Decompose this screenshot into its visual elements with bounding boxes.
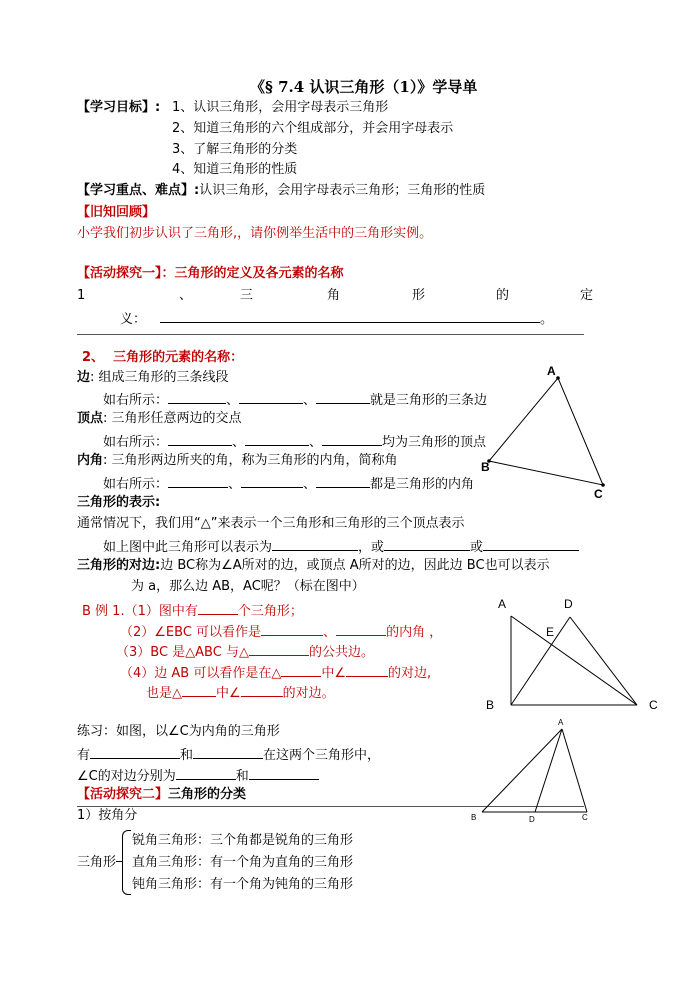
q-text: 也是△ [146, 686, 182, 701]
def-char: 1 [77, 288, 86, 303]
elements-heading-num: 2、 [82, 350, 105, 365]
page-title: 《§ 7.4 认识三角形（1）》学导单 [250, 78, 478, 96]
review-label: 【旧知回顾】 [77, 205, 156, 220]
def-char: 的 [496, 288, 510, 303]
angle-blank-2[interactable] [241, 473, 303, 488]
example-blank[interactable] [241, 682, 283, 697]
q-text: 中∠ [321, 666, 347, 681]
segment-bd [511, 617, 570, 705]
segment-ab [482, 729, 562, 812]
q-text: （2）∠EBC 可以看作是 [120, 625, 262, 640]
section-divider [77, 334, 584, 335]
by-angle-label: 1）按角分 [77, 808, 138, 823]
fill-prefix: 如上图中此三角形可以表示为 [103, 540, 273, 555]
vertex-blank-2[interactable] [245, 431, 309, 446]
practice-blank[interactable] [90, 744, 180, 759]
fill-prefix: 如右所示： [103, 435, 169, 450]
practice-blank[interactable] [176, 765, 236, 780]
opposite-line [77, 557, 550, 575]
segment-ac [562, 729, 587, 812]
representation-fill-line [103, 536, 579, 557]
objective-item: 1、认识三角形，会用字母表示三角形 [172, 100, 389, 115]
activity2-heading [77, 786, 246, 804]
vertex-label: 顶点 [77, 411, 104, 426]
example-blank[interactable] [261, 621, 323, 636]
keypoints-text: 认识三角形，会用字母表示三角形；三角形的性质 [199, 183, 486, 198]
label-a: A [547, 364, 556, 378]
opposite-heading: 三角形的对边: [77, 558, 161, 573]
practice-line3 [77, 765, 319, 786]
vertex-blank-3[interactable] [322, 431, 382, 446]
representation-text: 通常情况下，我们用“△”来表示一个三角形和三角形的三个顶点表示 [77, 516, 465, 531]
opposite-text2: 为 a，那么边 AB，AC呢？（标在图中） [131, 579, 365, 594]
sep: 、 [309, 435, 323, 450]
classification-item: 钝角三角形：有一个角为钝角的三角形 [132, 877, 354, 892]
example-blank[interactable] [336, 621, 386, 636]
label-c: C [582, 813, 588, 822]
repr-blank-2[interactable] [384, 536, 470, 551]
practice-blank[interactable] [193, 744, 263, 759]
def-suffix: 。 [540, 312, 554, 327]
keypoints-label: 【学习重点、难点】: [77, 183, 200, 198]
q-text: 的对边。 [282, 686, 335, 701]
fill-prefix: 如右所示： [103, 477, 169, 492]
activity2-label: 【活动探究二】 [77, 787, 169, 802]
edge-text: : 组成三角形的三条线段 [90, 370, 229, 385]
example-blank[interactable] [182, 682, 216, 697]
segment-dc [570, 617, 637, 705]
q-text: （4）边 AB 可以看作是在△ [120, 666, 282, 681]
objective-item: 2、知道三角形的六个组成部分，并会用字母表示 [172, 121, 454, 136]
q-text: 的内角 ， [386, 625, 443, 640]
edge-label: 边 [77, 370, 91, 385]
fill-prefix: 如右所示： [103, 393, 169, 408]
classification-item: 锐角三角形：三个角都是锐角的三角形 [132, 833, 354, 848]
angle-fill-line [103, 473, 474, 494]
segment-ad [535, 729, 562, 812]
label-a: A [558, 718, 564, 727]
representation-heading: 三角形的表示: [77, 495, 161, 510]
edge-blank-1[interactable] [168, 389, 226, 404]
sep: 、 [303, 393, 317, 408]
example-q5 [146, 682, 335, 703]
triangles-example-figure [480, 590, 670, 720]
q-text: 、 [323, 625, 337, 640]
example-q3 [116, 641, 374, 662]
def-char: 形 [412, 288, 426, 303]
vertex-blank-1[interactable] [168, 431, 232, 446]
def-char: 三 [240, 288, 254, 303]
objective-item: 3、了解三角形的分类 [172, 142, 298, 157]
triangle-abc [489, 378, 603, 485]
label-c: C [649, 698, 658, 712]
example-blank[interactable] [249, 641, 309, 656]
segment-ac [511, 616, 637, 705]
review-text: 小学我们初步认识了三角形,，请你例举生活中的三角形实例。 [77, 226, 433, 241]
angle-blank-1[interactable] [168, 473, 228, 488]
vertex-text: : 三角形任意两边的交点 [103, 411, 242, 426]
sep: 、 [232, 435, 246, 450]
label-e: E [546, 625, 555, 639]
elements-heading [82, 349, 243, 367]
vertex-fill-line [103, 431, 486, 452]
p-text: 在这两个三角形中， [263, 748, 381, 763]
def-char: 定 [580, 288, 594, 303]
classification-item: 直角三角形：有一个角为直角的三角形 [132, 855, 354, 870]
example-q1 [82, 600, 303, 621]
vertex-dot [556, 376, 560, 380]
or: ，或 [358, 540, 385, 555]
edge-blank-3[interactable] [316, 389, 370, 404]
practice-figure [465, 712, 605, 827]
def-char: 角 [327, 288, 341, 303]
activity2-text: 三角形的分类 [168, 787, 247, 802]
practice-line1: 练习：如图，以∠C为内角的三角形 [77, 724, 280, 739]
edge-fill-line [103, 389, 487, 410]
q-text: 中∠ [216, 686, 241, 701]
p-text: 和 [235, 769, 249, 784]
repr-blank-1[interactable] [272, 536, 358, 551]
angle-text: : 三角形两边所夹的角，称为三角形的内角，简称角 [103, 453, 398, 468]
example-blank[interactable] [281, 662, 321, 677]
example-blank[interactable] [346, 662, 388, 677]
practice-blank[interactable] [249, 765, 319, 780]
example-blank[interactable] [198, 600, 238, 615]
objective-item: 4、知道三角形的性质 [172, 162, 298, 177]
fill-suffix: 均为三角形的顶点 [382, 435, 487, 450]
definition-blank[interactable] [160, 308, 540, 323]
label-d: D [529, 815, 535, 824]
fill-suffix: 都是三角形的内角 [370, 477, 475, 492]
label-a: A [498, 597, 507, 611]
fill-suffix: 就是三角形的三条边 [370, 393, 488, 408]
p-text: 和 [180, 748, 194, 763]
def-char: 、 [179, 288, 193, 303]
angle-blank-3[interactable] [316, 473, 370, 488]
label-b: B [481, 460, 490, 474]
activity1-heading: 【活动探究一】：三角形的定义及各元素的名称 [77, 266, 344, 281]
label-b: B [471, 813, 477, 822]
label-c: C [594, 487, 603, 500]
example-q2 [120, 621, 442, 642]
vertex-line [77, 410, 242, 428]
repr-blank-3[interactable] [483, 536, 579, 551]
q-text: 的对边, [388, 666, 432, 681]
sep: 、 [228, 477, 242, 492]
edge-line [77, 369, 229, 387]
practice-line2 [77, 744, 380, 765]
sep: 、 [226, 393, 240, 408]
opposite-text: 边 BC称为∠A所对的边，或顶点 A所对的边，因此边 BC也可以表示 [160, 558, 550, 573]
angle-label: 内角 [77, 453, 104, 468]
edge-blank-2[interactable] [239, 389, 303, 404]
def-prefix: 义： [120, 312, 147, 327]
sep: 、 [303, 477, 317, 492]
q-text: （3）BC 是△ABC 与△ [116, 645, 249, 660]
elements-heading-text: 三角形的元素的名称： [113, 350, 244, 365]
label-d: D [564, 597, 573, 611]
definition-blank-line [120, 308, 553, 329]
or: 或 [470, 540, 484, 555]
q-text: 的公共边。 [308, 645, 374, 660]
triangle-abc-figure [475, 360, 625, 500]
classification-root: 三角形 [77, 855, 117, 870]
classification-brace [122, 830, 131, 895]
objectives-label: 【学习目标】: [77, 100, 161, 115]
label-b: B [486, 698, 495, 712]
p-text: ∠C的对边分别为 [77, 769, 176, 784]
q-text: 个三角形； [237, 604, 303, 619]
q-text: B 例 1.（1）图中有 [82, 604, 198, 619]
angle-line [77, 452, 398, 470]
example-q4 [120, 662, 431, 683]
keypoints-line [77, 182, 485, 200]
p-text: 有 [77, 748, 91, 763]
